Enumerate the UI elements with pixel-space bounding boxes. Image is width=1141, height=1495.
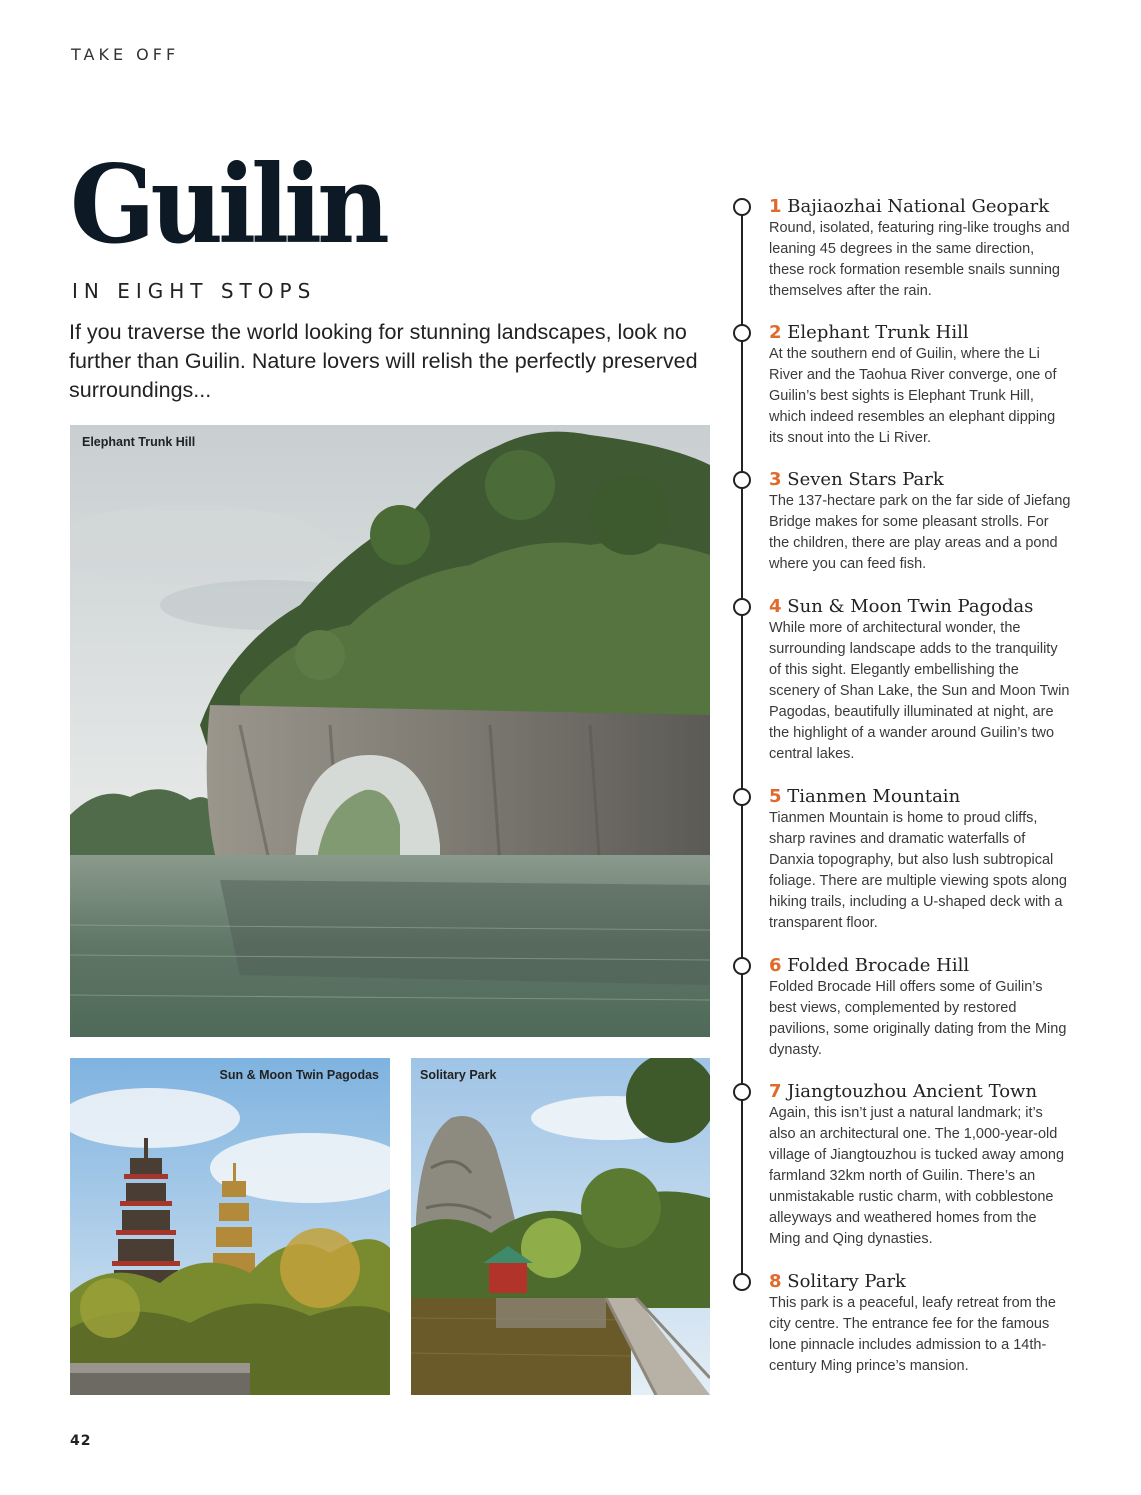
- stop-title: [769, 955, 969, 977]
- twin-pagodas-photo: [70, 1058, 390, 1395]
- stop-description: This park is a peaceful, leafy retreat from the city centre. The entrance fee for the famous lone pinnacle includes admission to a 14th-century Ming prince’s mansion.: [769, 1295, 1056, 1374]
- stop-description: The 137-hectare park on the far side of Jiefang Bridge makes for some pleasant strolls. For the children, there are play areas and a pond where you can feed fish.: [769, 493, 1071, 572]
- stop-description: While more of architectural wonder, the surrounding landscape adds to the tranquility of this sight. Elegantly embellishing the scenery of Shan Lake, the Sun and Moon Twin Pagodas, beautifully illuminated at night, are the highlight of a wander around Guilin’s two central lakes.: [769, 620, 1070, 762]
- photo-caption-solitary-park: Solitary Park: [420, 1068, 497, 1082]
- timeline-node-icon: [733, 598, 751, 616]
- stop-description: Round, isolated, featuring ring-like troughs and leaning 45 degrees in the same direction, these rock formation resemble snails sunning themselves after the rain.: [769, 220, 1070, 299]
- stop-number: 4: [769, 596, 782, 617]
- elephant-trunk-hill-photo: [70, 425, 710, 1037]
- stop-title: [769, 1081, 1037, 1103]
- twin-pagodas-illustration: [70, 1058, 390, 1395]
- stop-number: 6: [769, 955, 782, 976]
- stop-name: Folded Brocade Hill: [787, 955, 970, 976]
- solitary-park-photo: [411, 1058, 710, 1395]
- stop-description: Again, this isn’t just a natural landmark; it’s also an architectural one. The 1,000-year-old village of Jiangtouzhou is tucked away among farmland 32km north of Guilin. There’s an unmistakable rustic charm, with cobblestone alleyways and weathered homes from the Ming and Qing dynasties.: [769, 1105, 1065, 1247]
- timeline-node-icon: [733, 788, 751, 806]
- timeline-line: [741, 207, 743, 1280]
- stop-name: Sun & Moon Twin Pagodas: [787, 596, 1034, 617]
- stop-name: Tianmen Mountain: [787, 786, 961, 807]
- stop-number: 3: [769, 469, 782, 490]
- timeline-node-icon: [733, 1083, 751, 1101]
- stop-title: [769, 596, 1033, 618]
- timeline-node-icon: [733, 471, 751, 489]
- stop-number: 1: [769, 196, 782, 217]
- stop-number: 2: [769, 322, 782, 343]
- timeline-node-icon: [733, 198, 751, 216]
- stop-name: Jiangtouzhou Ancient Town: [787, 1081, 1038, 1102]
- stop-number: 8: [769, 1271, 782, 1292]
- timeline-node-icon: [733, 324, 751, 342]
- timeline-node-icon: [733, 1273, 751, 1291]
- stop-title: [769, 196, 1049, 218]
- stop-description: Folded Brocade Hill offers some of Guilin’s best views, complemented by restored pavilions, some originally dating from the Ming dynasty.: [769, 979, 1067, 1058]
- stop-description: At the southern end of Guilin, where the Li River and the Taohua River converge, one of Guilin’s best sights is Elephant Trunk Hill, which indeed resembles an elephant dipping its snout into the Li River.: [769, 346, 1057, 446]
- stop-description: Tianmen Mountain is home to proud cliffs, sharp ravines and dramatic waterfalls of Danxia topography, but also lush subtropical foliage. There are multiple viewing spots along hiking trails, including a U-shaped deck with a transparent floor.: [769, 810, 1067, 931]
- page-number: 42: [70, 1433, 92, 1449]
- section-label: TAKE OFF: [71, 45, 180, 64]
- stop-number: 7: [769, 1081, 782, 1102]
- elephant-trunk-hill-illustration: [70, 425, 710, 1037]
- photo-caption-elephant-trunk-hill: Elephant Trunk Hill: [82, 435, 196, 449]
- stop-title: [769, 1271, 906, 1293]
- stop-name: Seven Stars Park: [787, 469, 944, 490]
- stop-name: Solitary Park: [787, 1271, 906, 1292]
- page-subtitle: IN EIGHT STOPS: [72, 279, 317, 303]
- intro-paragraph: If you traverse the world looking for stunning landscapes, look no further than Guilin. Nature lovers will relish the perfectly preserved surroundings...: [69, 320, 698, 402]
- stop-name: Elephant Trunk Hill: [787, 322, 969, 343]
- solitary-park-illustration: [411, 1058, 710, 1395]
- stop-title: [769, 469, 944, 491]
- stop-name: Bajiaozhai National Geopark: [787, 196, 1050, 217]
- photo-caption-twin-pagodas: Sun & Moon Twin Pagodas: [219, 1068, 379, 1082]
- timeline-node-icon: [733, 957, 751, 975]
- stop-number: 5: [769, 786, 782, 807]
- stop-title: [769, 786, 960, 808]
- stop-title: [769, 322, 969, 344]
- page-title: Guilin: [70, 140, 385, 268]
